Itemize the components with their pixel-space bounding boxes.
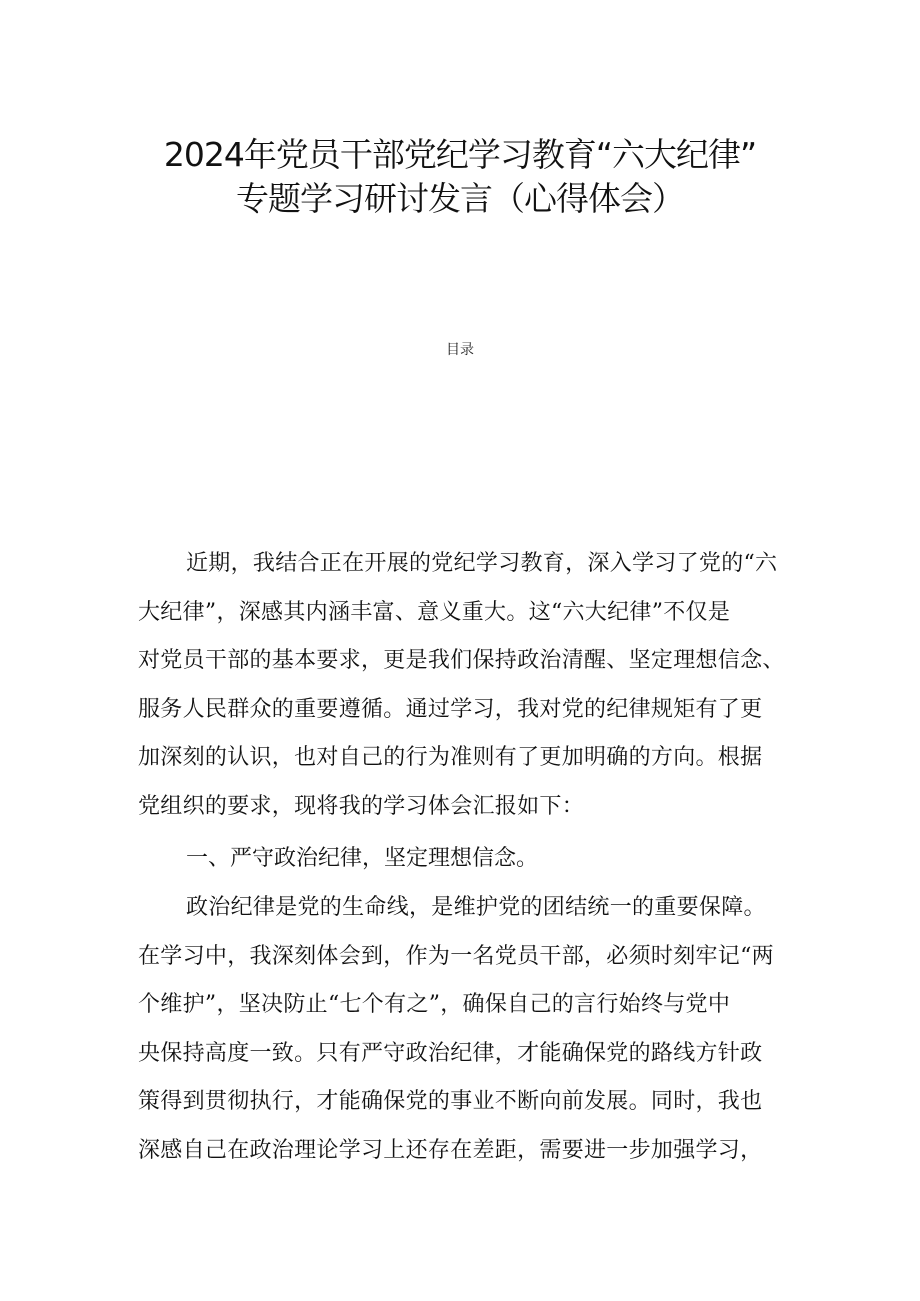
paragraph-line: 在学习中，我深刻体会到，作为一名党员干部，必须时刻牢记“两	[138, 943, 774, 969]
section-heading-1: 一、严守政治纪律，坚定理想信念。	[186, 846, 539, 871]
document-title-line-2: 专题学习研讨发言（心得体会）	[236, 179, 684, 218]
paragraph-line: 党组织的要求，现将我的学习体会汇报如下：	[138, 793, 585, 819]
paragraph-line: 对党员干部的基本要求，更是我们保持政治清醒、坚定理想信念、	[138, 648, 785, 673]
paragraph-line: 大纪律”，深感其内涵丰富、意义重大。这“六大纪律”不仅是	[138, 599, 731, 625]
paragraph-line: 服务人民群众的重要遵循。通过学习，我对党的纪律规矩有了更	[138, 696, 763, 722]
paragraph-line: 加深刻的认识，也对自己的行为准则有了更加明确的方向。根据	[138, 745, 763, 770]
paragraph-line: 近期，我结合正在开展的党纪学习教育，深入学习了党的“六	[186, 551, 778, 576]
paragraph-line: 策得到贯彻执行，才能确保党的事业不断向前发展。同时，我也	[138, 1089, 763, 1114]
paragraph-line: 政治纪律是党的生命线，是维护党的团结统一的重要保障。	[186, 895, 766, 920]
document-title-line-1: 2024年党员干部党纪学习教育“六大纪律”	[163, 135, 757, 174]
paragraph-line: 个维护”，坚决防止“七个有之”，确保自己的言行始终与党中	[138, 992, 731, 1017]
paragraph-line: 深感自己在政治理论学习上还存在差距，需要进一步加强学习，	[138, 1137, 763, 1163]
paragraph-section-1	[138, 884, 788, 1175]
toc-label: 目录	[446, 342, 474, 358]
paragraph-intro	[138, 540, 788, 831]
paragraph-line: 央保持高度一致。只有严守政治纪律，才能确保党的路线方针政	[138, 1040, 763, 1066]
